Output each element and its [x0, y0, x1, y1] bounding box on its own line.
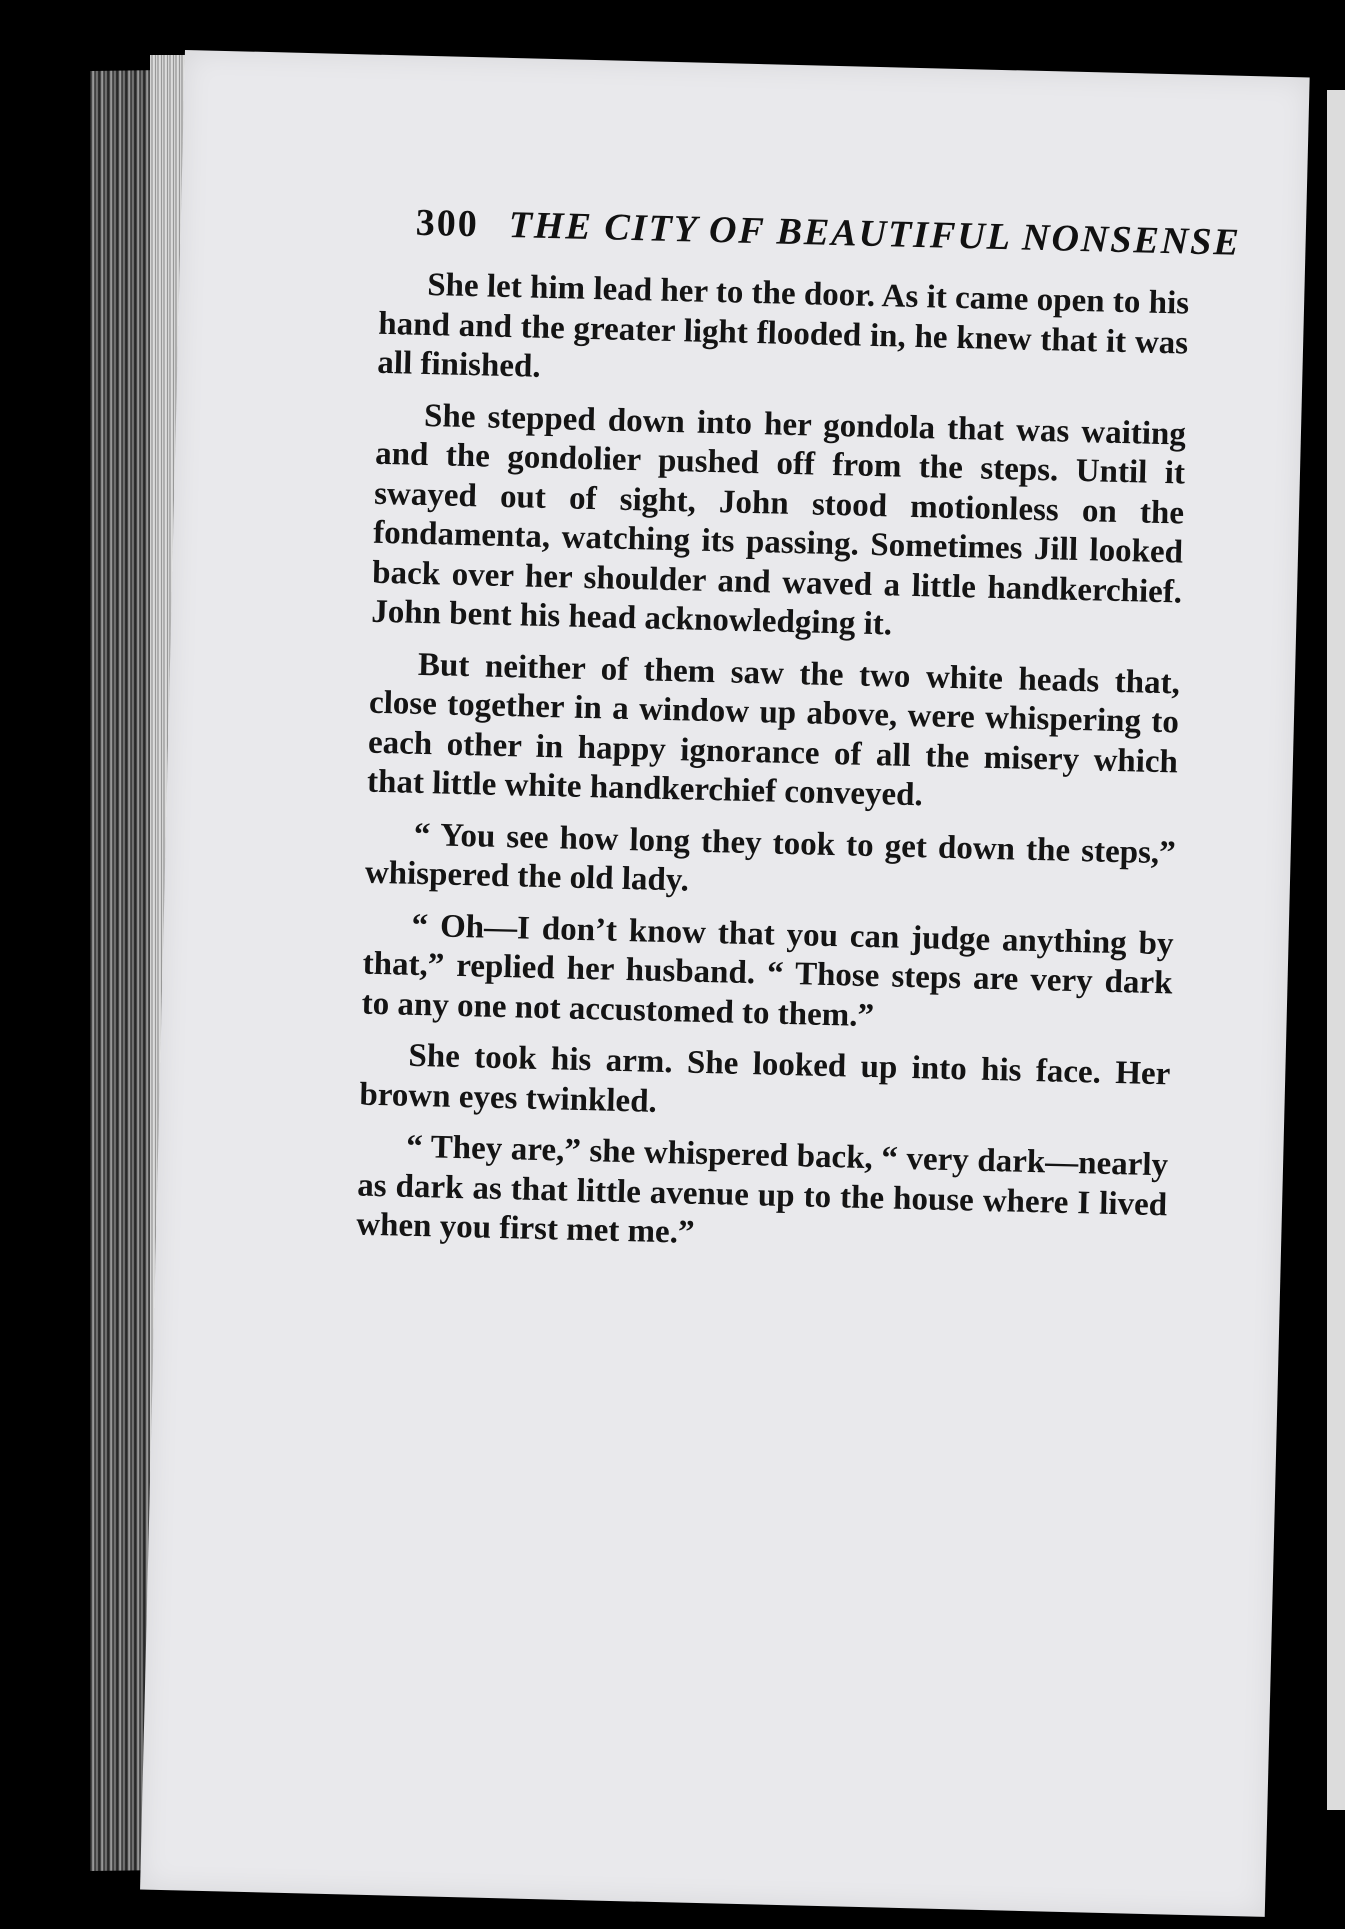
running-head-title: THE CITY OF BEAUTIFUL NONSENSE: [508, 203, 1242, 264]
paragraph: She let him lead her to the door. As it came open to his hand and the greater light flooded in, he knew that it was all finished.: [376, 266, 1190, 385]
page-number: 300: [415, 201, 480, 246]
book-page: [140, 50, 1310, 1917]
paragraph: But neither of them saw the two white heads that, close together in a window up above, were whispering to each other in happy ignorance of all the misery which that little white handkerchief conveyed.: [366, 646, 1181, 814]
facing-page-edge: [1327, 90, 1345, 1810]
paragraph: “ They are,” she whispered back, “ very dark—nearly as dark as that little avenue up to the house where I lived when you first met me.”: [355, 1128, 1169, 1251]
running-header: [415, 201, 1242, 264]
paragraph: She stepped down into her gondola that was waiting and the gondolier pushed off from the steps. Until it swayed out of sight, John stood motionless on the fondamenta, watching its passing. Sometimes Jill looked back over her shoulder and waved a little handkerchief. John bent his head acknowledging it.: [370, 397, 1187, 643]
paragraph: “ Oh—I don’t know that you can judge anything by that,” replied her husband. “ Those steps are very dark to any one not accustomed to them.”: [361, 907, 1174, 1034]
paragraph: She took his arm. She looked up into his face. Her brown eyes twinkled.: [359, 1037, 1171, 1120]
page-body: [356, 265, 1190, 1277]
paragraph: “ You see how long they took to get down the steps,” whispered the old lady.: [364, 816, 1177, 899]
